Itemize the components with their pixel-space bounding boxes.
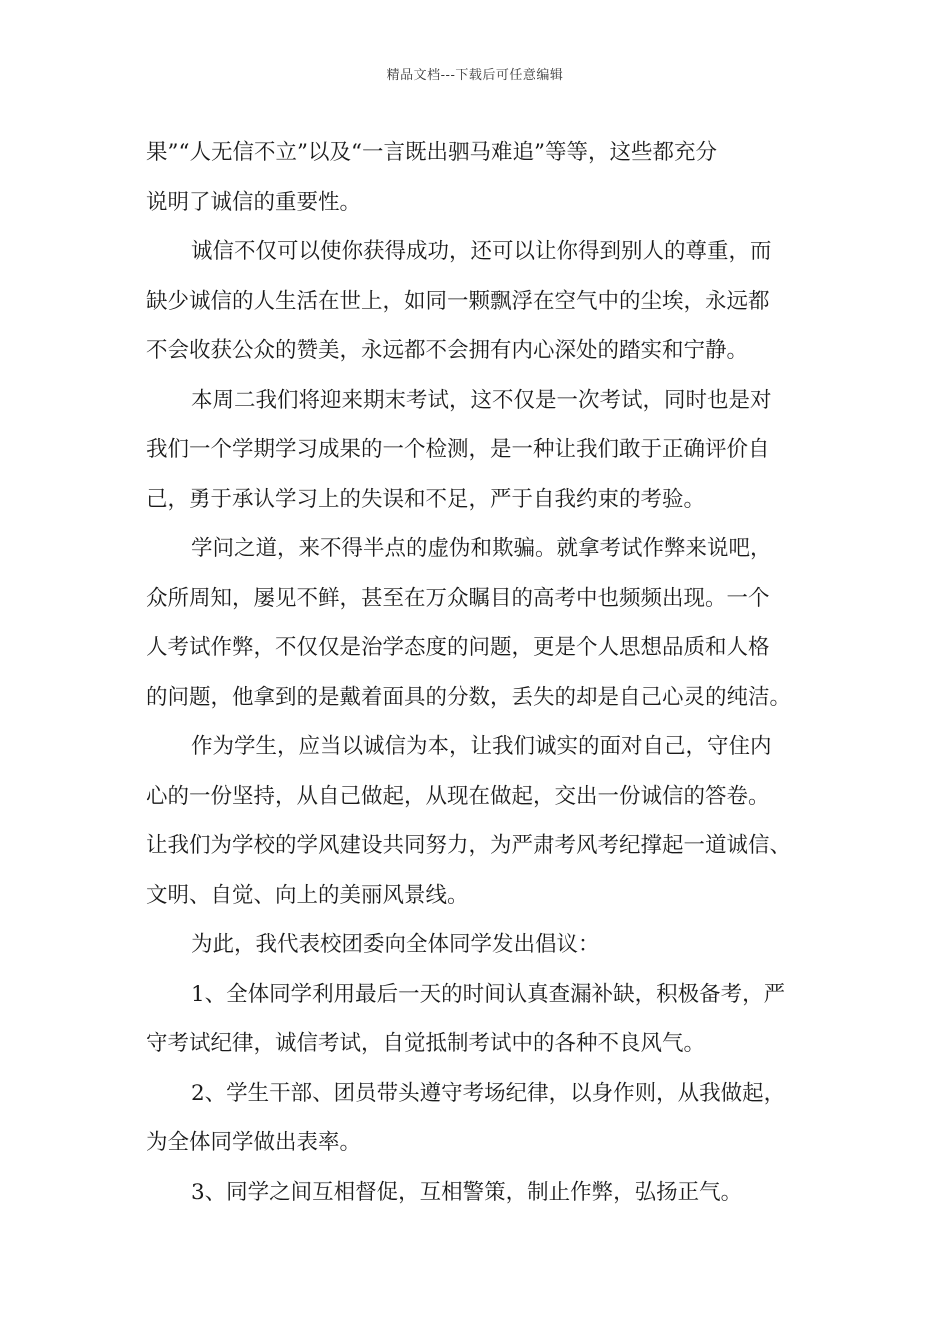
text-line: 为全体同学做出表率。 <box>146 1130 362 1155</box>
text-line: 心的一份坚持，从自己做起，从现在做起，交出一份诚信的答卷。 <box>146 783 770 809</box>
text-line: 3、同学之间互相督促，互相警策，制止作弊，弘扬正气。 <box>191 1179 743 1205</box>
text-line: 众所周知，屡见不鲜，甚至在万众瞩目的高考中也频频出现。一个 <box>146 585 770 611</box>
text-line: 学问之道，来不得半点的虚伪和欺骗。就拿考试作弊来说吧， <box>191 536 772 561</box>
text-line: 作为学生，应当以诚信为本，让我们诚实的面对自己，守住内 <box>191 734 772 759</box>
text-line: 的问题，他拿到的是戴着面具的分数，丢失的却是自己心灵的纯洁。 <box>146 684 792 710</box>
text-line: 2、学生干部、团员带头遵守考场纪律，以身作则，从我做起， <box>191 1080 786 1106</box>
text-line: 缺少诚信的人生活在世上，如同一颗飘浮在空气中的尘埃，永远都 <box>146 288 770 314</box>
text-line: 人考试作弊，不仅仅是治学态度的问题，更是个人思想品质和人格 <box>146 635 770 660</box>
text-line: 本周二我们将迎来期末考试，这不仅是一次考试，同时也是对 <box>191 387 772 413</box>
text-line: 果”“人无信不立”以及“一言既出驷马难追”等等，这些都充分 <box>146 140 717 165</box>
text-line: 为此，我代表校团委向全体同学发出倡议： <box>191 932 600 957</box>
text-line: 让我们为学校的学风建设共同努力，为严肃考风考纪撑起一道诚信、 <box>146 833 792 858</box>
page-header: 精品文档---下载后可任意编辑 <box>386 68 564 83</box>
document-body <box>146 128 806 1217</box>
text-line: 我们一个学期学习成果的一个检测，是一种让我们敢于正确评价自 <box>146 437 770 462</box>
text-line: 1、全体同学利用最后一天的时间认真查漏补缺，积极备考，严 <box>191 981 786 1007</box>
text-line: 文明、自觉、向上的美丽风景线。 <box>146 882 469 908</box>
text-line: 诚信不仅可以使你获得成功，还可以让你得到别人的尊重，而 <box>191 239 772 264</box>
text-line: 己，勇于承认学习上的失误和不足，严于自我约束的考验。 <box>146 486 706 512</box>
text-line: 守考试纪律，诚信考试，自觉抵制考试中的各种不良风气。 <box>146 1031 706 1056</box>
text-line: 不会收获公众的赞美，永远都不会拥有内心深处的踏实和宁静。 <box>146 338 749 363</box>
text-line: 说明了诚信的重要性。 <box>146 189 362 215</box>
